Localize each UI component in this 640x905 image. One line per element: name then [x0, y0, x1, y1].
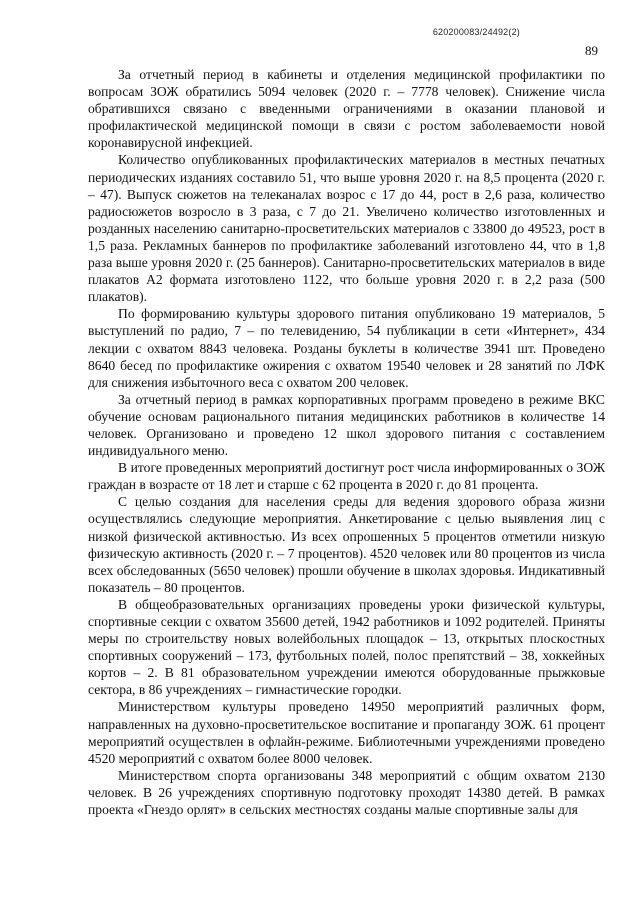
paragraph-healthy-nutrition: По формированию культуры здорового питания опубликовано 19 материалов, 5 выступлений по радио, 7 – по телевидению, 54 публикации в сети «Интернет», 434 лекции с охватом 8843 человека. Розданы буклеты в количестве 3941 шт. Проведено 8640 бесед по профилактике ожирения с охватом 19540 человек и 28 занятий по ЛФК для снижения избыточного веса с охватом 200 человек.: [88, 306, 605, 390]
page-number: 89: [585, 43, 598, 58]
body-text: [88, 66, 605, 818]
paragraph-corporate-programs: За отчетный период в рамках корпоративных программ проведено в режиме ВКС обучение основам рационального питания медицинских работников в количестве 14 человек. Организовано и проведено 12 школ здорового питания с составлением индивидуального меню.: [88, 391, 605, 459]
paragraph-culture-ministry: Министерством культуры проведено 14950 мероприятий различных форм, направленных на духовно-просветительское воспитание и пропаганду ЗОЖ. 61 процент мероприятий осуществлен в офлайн-режиме. Библиотечными учреждениями проведено 4520 мероприятий с охватом более 8000 человек.: [88, 699, 605, 766]
document-id: 620200083/24492(2): [432, 27, 520, 37]
paragraph-publications: Количество опубликованных профилактических материалов в местных печатных периодических изданиях составило 51, что выше уровня 2020 г. на 8,5 процента (2020 г. – 47). Выпуск сюжетов на телеканалах возрос с 17 до 44, рост в 2,6 раза, количество радиосюжетов возросло в 3 раза, с 7 до 21. Увеличено количество изготовленных и розданных населению санитарно-просветительских материалов с 33800 до 49523, рост в 1,5 раза. Рекламных баннеров по профилактике заболеваний изготовлено 44, что в 1,8 раза выше уровня 2020 г. (25 баннеров). Санитарно-просветительских материалов в виде плакатов А2 формата изготовлено 1122, что больше уровня 2020 г. в 2,2 раза (500 плакатов).: [88, 152, 605, 305]
paragraph-schools: В общеобразовательных организациях проведены уроки физической культуры, спортивные секции с охватом 35600 детей, 1942 работников и 1092 родителей. Приняты меры по строительству новых волейбольных площадок – 13, открытых плоскостных спортивных сооружений – 173, футбольных полей, полос препятствий – 38, хоккейных кортов – 2. В 81 образовательном учреждении имеются оборудованные прыжковые сектора, в 86 учреждениях – гимнастические городки.: [88, 596, 605, 698]
paragraph-results: В итоге проведенных мероприятий достигнут рост числа информированных о ЗОЖ граждан в возрасте от 18 лет и старше с 62 процента в 2020 г. до 81 процента.: [88, 460, 605, 493]
paragraph-sport-ministry: Министерством спорта организованы 348 мероприятий с общим охватом 2130 человек. В 26 учреждениях спортивную подготовку проходят 14380 детей. В рамках проекта «Гнездо орлят» в сельских местностях созданы малые спортивные залы для: [88, 767, 605, 818]
paragraph-zozh-visits: За отчетный период в кабинеты и отделения медицинской профилактики по вопросам ЗОЖ обратились 5094 человек (2020 г. – 7778 человек). Снижение числа обратившихся связано с введенными ограничениями в оказании плановой и профилактической медицинской помощи в связи с ростом заболеваемости новой коронавирусной инфекцией.: [88, 67, 605, 151]
paragraph-environment: С целью создания для населения среды для ведения здорового образа жизни осуществлялись следующие мероприятия. Анкетирование с целью выявления лиц с низкой физической активностью. Из всех опрошенных 5 процентов отметили низкую физическую активность (2020 г. – 7 процентов). 4520 человек или 80 процентов из числа всех обследованных (5650 человек) прошли обучение в школах здоровья. Индикативный показатель – 80 процентов.: [88, 494, 605, 595]
